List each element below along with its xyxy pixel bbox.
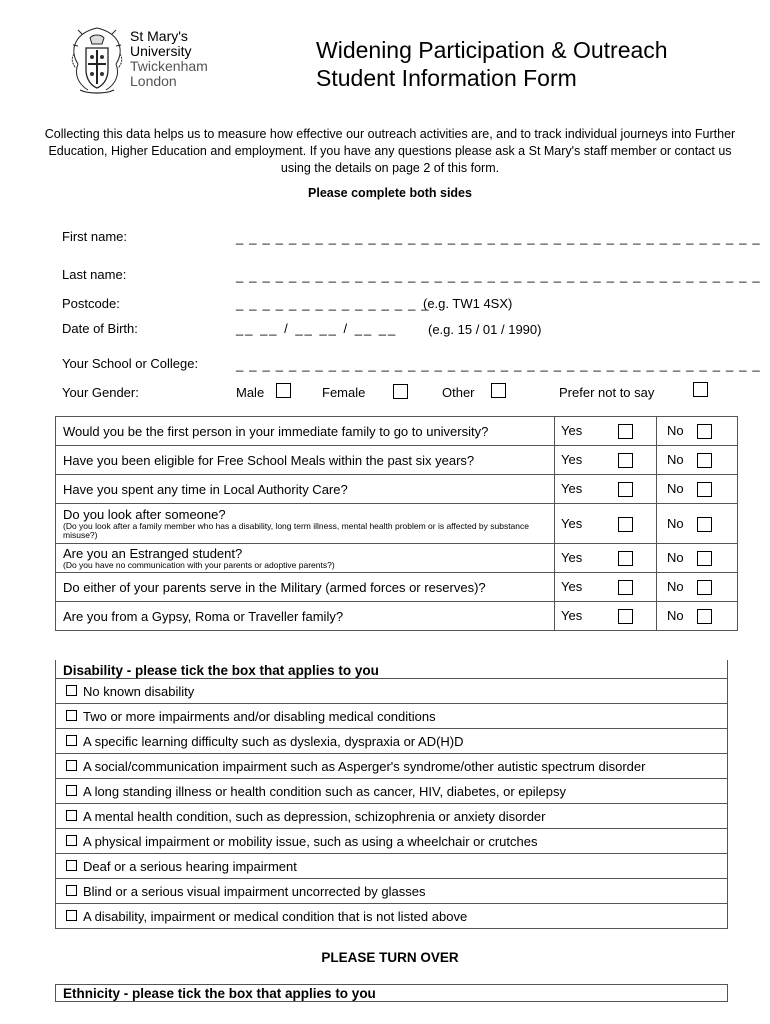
question-text: Would you be the first person in your immediate family to go to university? <box>56 417 555 446</box>
disability-option-label: Two or more impairments and/or disabling medical conditions <box>83 708 436 724</box>
dob-label: Date of Birth: <box>62 321 138 336</box>
school-field[interactable]: _ _ _ _ _ _ _ _ _ _ _ _ _ _ _ _ _ _ _ _ _ _ _ _ _ _ _ _ _ _ _ _ _ _ _ _ _ _ _ _ <box>236 357 761 372</box>
yes-cell <box>555 602 657 631</box>
question-text: Are you an Estranged student? <box>63 545 243 561</box>
disability-table <box>55 660 728 929</box>
disability-option-label: No known disability <box>83 683 195 699</box>
question-row <box>56 475 738 504</box>
yes-checkbox[interactable] <box>618 424 633 439</box>
yes-checkbox[interactable] <box>618 580 633 595</box>
no-cell <box>657 417 738 446</box>
ethnicity-heading: Ethnicity - please tick the box that applies to you <box>55 984 728 1002</box>
no-label: No <box>667 423 684 438</box>
yes-label: Yes <box>561 452 583 467</box>
no-cell <box>657 504 738 544</box>
disability-option <box>56 904 728 929</box>
question-row <box>56 573 738 602</box>
gender-prefer-not-label: Prefer not to say <box>559 385 655 400</box>
yes-cell <box>555 446 657 475</box>
gender-female-checkbox[interactable] <box>393 384 408 399</box>
logo-name-line2: University <box>130 43 192 59</box>
disability-option <box>56 854 728 879</box>
question-text: Are you from a Gypsy, Roma or Traveller family? <box>56 602 555 631</box>
dob-hint: (e.g. 15 / 01 / 1990) <box>428 322 542 337</box>
yes-no-questions-table <box>55 416 738 631</box>
yes-cell <box>555 504 657 544</box>
no-label: No <box>667 608 684 623</box>
no-checkbox[interactable] <box>697 517 712 532</box>
no-label: No <box>667 579 684 594</box>
question-text: Do you look after someone? <box>63 506 226 522</box>
disability-option-label: A mental health condition, such as depression, schizophrenia or anxiety disorder <box>83 808 546 824</box>
postcode-field[interactable]: _ _ _ _ _ _ _ _ _ _ _ _ _ _ _ <box>236 296 430 311</box>
no-checkbox[interactable] <box>697 551 712 566</box>
gender-male-checkbox[interactable] <box>276 383 291 398</box>
yes-checkbox[interactable] <box>618 482 633 497</box>
no-checkbox[interactable] <box>697 424 712 439</box>
disability-checkbox[interactable] <box>66 685 77 696</box>
yes-cell <box>555 475 657 504</box>
question-text: Have you spent any time in Local Authority Care? <box>56 475 555 504</box>
postcode-label: Postcode: <box>62 296 120 311</box>
gender-label: Your Gender: <box>62 385 139 400</box>
disability-option <box>56 704 728 729</box>
disability-option <box>56 879 728 904</box>
gender-other-checkbox[interactable] <box>491 383 506 398</box>
disability-checkbox[interactable] <box>66 885 77 896</box>
no-label: No <box>667 515 684 531</box>
dob-field[interactable]: __ __ / __ __ / __ __ <box>236 321 398 336</box>
no-checkbox[interactable] <box>697 482 712 497</box>
gender-other-label: Other <box>442 385 475 400</box>
logo-place-line2: London <box>130 73 177 89</box>
disability-checkbox[interactable] <box>66 910 77 921</box>
university-crest-logo <box>68 24 126 96</box>
disability-heading: Disability - please tick the box that applies to you <box>56 660 728 679</box>
complete-both-sides-note: Please complete both sides <box>308 186 472 200</box>
question-cell <box>56 504 555 544</box>
logo-place-line1: Twickenham <box>130 58 208 74</box>
gender-female-label: Female <box>322 385 366 400</box>
disability-option <box>56 829 728 854</box>
no-cell <box>657 544 738 573</box>
no-cell <box>657 602 738 631</box>
no-label: No <box>667 481 684 496</box>
disability-checkbox[interactable] <box>66 810 77 821</box>
disability-option-label: Blind or a serious visual impairment uncorrected by glasses <box>83 883 426 899</box>
no-checkbox[interactable] <box>697 580 712 595</box>
first-name-label: First name: <box>62 229 128 244</box>
question-text: Do either of your parents serve in the Military (armed forces or reserves)? <box>56 573 555 602</box>
disability-checkbox[interactable] <box>66 710 77 721</box>
disability-option <box>56 729 728 754</box>
no-label: No <box>667 550 684 565</box>
disability-option <box>56 779 728 804</box>
postcode-hint: (e.g. TW1 4SX) <box>423 296 513 311</box>
no-checkbox[interactable] <box>697 453 712 468</box>
yes-label: Yes <box>561 515 583 531</box>
question-cell <box>56 544 555 573</box>
disability-option <box>56 754 728 779</box>
disability-checkbox[interactable] <box>66 835 77 846</box>
yes-label: Yes <box>561 481 583 496</box>
yes-checkbox[interactable] <box>618 517 633 532</box>
yes-checkbox[interactable] <box>618 551 633 566</box>
question-subtext: (Do you have no communication with your parents or adoptive parents?) <box>63 559 335 570</box>
first-name-field[interactable]: _ _ _ _ _ _ _ _ _ _ _ _ _ _ _ _ _ _ _ _ _ _ _ _ _ _ _ _ _ _ _ _ _ _ _ _ _ _ _ _ <box>236 230 761 245</box>
question-subtext: (Do you look after a family member who has a disability, long term illness, mental health problem or is affected by substance misuse?) <box>63 520 529 540</box>
disability-checkbox[interactable] <box>66 735 77 746</box>
question-row <box>56 417 738 446</box>
yes-checkbox[interactable] <box>618 453 633 468</box>
disability-checkbox[interactable] <box>66 760 77 771</box>
yes-cell <box>555 573 657 602</box>
form-title-line2: Student Information Form <box>316 65 577 91</box>
university-wordmark <box>130 29 208 89</box>
gender-prefer-not-checkbox[interactable] <box>693 382 708 397</box>
question-row <box>56 446 738 475</box>
school-label: Your School or College: <box>62 356 199 371</box>
last-name-label: Last name: <box>62 267 127 282</box>
disability-option <box>56 679 728 704</box>
disability-option-label: A disability, impairment or medical condition that is not listed above <box>83 908 468 924</box>
no-cell <box>657 446 738 475</box>
yes-checkbox[interactable] <box>618 609 633 624</box>
last-name-field[interactable]: _ _ _ _ _ _ _ _ _ _ _ _ _ _ _ _ _ _ _ _ _ _ _ _ _ _ _ _ _ _ _ _ _ _ _ _ _ _ _ _ <box>236 268 761 283</box>
question-row <box>56 544 738 573</box>
please-turn-over-note: PLEASE TURN OVER <box>321 950 459 965</box>
yes-cell <box>555 417 657 446</box>
disability-option <box>56 804 728 829</box>
intro-paragraph: Collecting this data helps us to measure how effective our outreach activities are, and to track individual journeys into Further Education, Higher Education and employment. If you have any questions please ask a St Mary's staff member or contact us using the details on page 2 of this form. <box>44 127 736 175</box>
no-cell <box>657 573 738 602</box>
logo-name-line1: St Mary's <box>130 28 188 44</box>
disability-option-label: Deaf or a serious hearing impairment <box>83 858 297 874</box>
no-label: No <box>667 452 684 467</box>
yes-label: Yes <box>561 550 583 565</box>
form-title <box>316 36 668 92</box>
question-text: Have you been eligible for Free School Meals within the past six years? <box>56 446 555 475</box>
yes-cell <box>555 544 657 573</box>
disability-option-label: A social/communication impairment such as Asperger's syndrome/other autistic spectrum disorder <box>83 758 646 774</box>
question-row <box>56 504 738 544</box>
no-cell <box>657 475 738 504</box>
yes-label: Yes <box>561 579 583 594</box>
disability-option-label: A physical impairment or mobility issue, such as using a wheelchair or crutches <box>83 833 538 849</box>
gender-male-label: Male <box>236 385 265 400</box>
yes-label: Yes <box>561 608 583 623</box>
disability-checkbox[interactable] <box>66 860 77 871</box>
disability-option-label: A specific learning difficulty such as dyslexia, dyspraxia or AD(H)D <box>83 733 464 749</box>
yes-label: Yes <box>561 423 583 438</box>
form-title-line1: Widening Participation & Outreach <box>316 37 668 63</box>
disability-option-label: A long standing illness or health condition such as cancer, HIV, diabetes, or epilepsy <box>83 783 566 799</box>
question-row <box>56 602 738 631</box>
disability-checkbox[interactable] <box>66 785 77 796</box>
no-checkbox[interactable] <box>697 609 712 624</box>
